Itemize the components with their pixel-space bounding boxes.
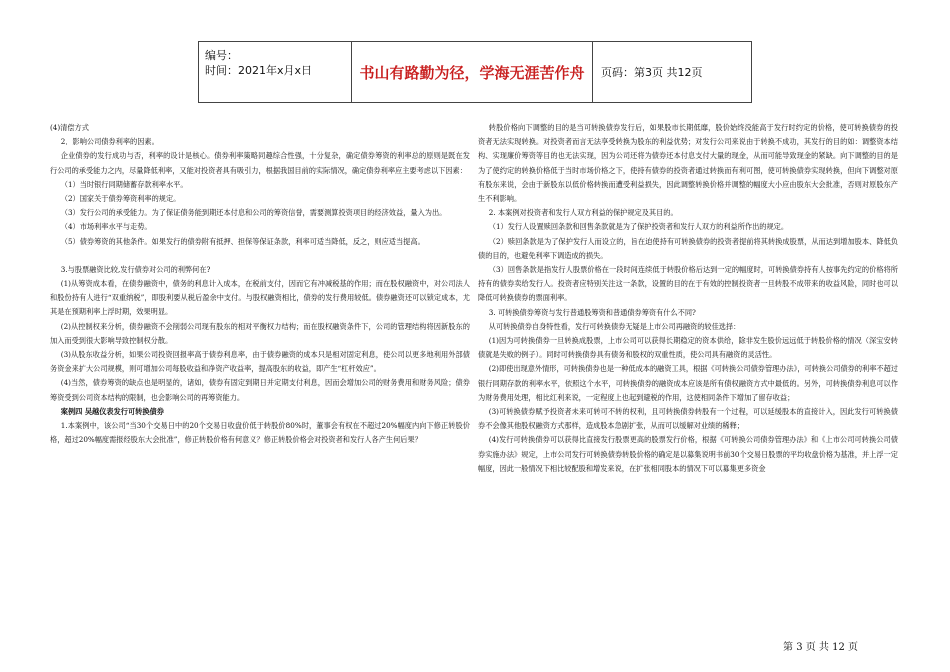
paragraph: （5）债券筹资的其他条件。如果发行的债券附有抵押、担保等保证条款，利率可适当降低，反之，则应适当提高。 bbox=[60, 236, 425, 246]
paragraph: （2）国家关于债券筹资利率的规定。 bbox=[60, 194, 181, 204]
header-page-info: 页码：第3页 共12页 bbox=[601, 66, 703, 79]
paragraph: (1)从筹资成本看，在债券融资中，债务的利息计入成本，在税前支付，因而它有冲减税基的作用；而在股权融资中，对公司法人和股份持有人进行“双重纳税”，即股利要从税后盈余中支付。与股权融资相比，债券的发行费用较低。债券融资还可以锁定成本，尤其是在预期利率上浮时期，效果明显。 bbox=[50, 279, 470, 317]
paragraph: （1）发行人设置赎回条款和回售条款就是为了保护投资者和发行人双方的利益所作出的规定。 bbox=[488, 222, 789, 232]
paragraph: (4)发行可转换债券可以获得比直接发行股票更高的股票发行价格，根据《可转换公司债券管理办法》和《上市公司可转换公司债券实施办法》规定，上市公司发行可转换债券转股价格的确定是以募集说明书前30个交易日股票的平均收盘价格为基准，并上浮一定幅度，因此一般情况下相比较配股和增发来说，在扩张相同股本的情况下可以募集更多资金 bbox=[478, 435, 898, 473]
paragraph: （3）发行公司的承受能力。为了保证债务能到期还本付息和公司的筹资信誉，需要测算投资项目的经济效益，量入为出。 bbox=[60, 208, 447, 218]
paragraph: (2)即使出现意外情形，可转换债券也是一种低成本的融资工具，根据《可转换公司债券管理办法》，可转换公司债券的利率不超过银行同期存款的利率水平，依照这个水平，可转换债券的融资成本应该是所有债权融资方式中最低的。另外，可转换债券利息可以作为财务费用处理，相比红利来说，一定程度上也起到避税的作用，这使相同条件下增加了留存收益； bbox=[478, 364, 898, 402]
case-heading: 案例四 吴越仪表发行可转换债券 bbox=[60, 406, 164, 416]
left-column bbox=[50, 121, 470, 447]
paragraph: 企业债券的发行成功与否，利率的设计是核心。债券利率策略同趣综合性强，十分复杂，确定债券筹资的利率总的原则是既在发行公司的承受能力之内，尽量降低利率，又能对投资者具有吸引力，根据我国目前的实际情况，确定债券利率应主要考虑以下因素： bbox=[50, 151, 470, 175]
number-label: 编号： bbox=[205, 49, 238, 62]
page-footer: 第 3 页 共 12 页 bbox=[783, 642, 858, 653]
paragraph: 从可转换债券自身特性看，发行可转换债券无疑是上市公司再融资的较佳选择： bbox=[488, 321, 741, 331]
header-motto: 书山有路勤为径，学海无涯苦作舟 bbox=[352, 42, 593, 102]
page-header bbox=[198, 41, 752, 103]
paragraph: 1.本案例中，该公司“当30个交易日中的20个交易日收盘价低于转股价80%时，董事会有权在不超过20%幅度内向下修正转股价格，超过20%幅度需报经股东大会批准”，修正转股价格有何意义？修正转股价格会对投资者和发行人各产生何后果？ bbox=[50, 421, 470, 445]
paragraph: （3）回售条款是指发行人股票价格在一段时间连续低于转股价格后达到一定的幅度时，可转换债券持有人按事先约定的价格将所持有的债券卖给发行人。投资者应特别关注这一条款，设置的目的在于有效的控制投资者一旦转股不成带来的收益风险，同时也可以降低可转换债券的票面利率。 bbox=[478, 265, 898, 303]
paragraph: (2)从控制权来分析，债券融资不会削弱公司现有股东的相对平衡权力结构；而在股权融资条件下，公司的管理结构将因新股东的加入而受到很大影响导致控制权分散。 bbox=[50, 321, 470, 345]
paragraph: (4)清偿方式 bbox=[50, 123, 89, 132]
paragraph: （2）赎回条款是为了保护发行人而设立的，旨在迫使持有可转换债券的投资者提前将其转换成股票，从而达到增加股本、降低负债的目的，也避免利率下调造成的损失。 bbox=[478, 236, 898, 260]
paragraph: (4)当然，债券筹资的缺点也是明显的，诸如，债券有固定到期日并定期支付利息，因而会增加公司的财务费用和财务风险；债券筹资受到公司资本结构的限制，也会影响公司的再筹资能力。 bbox=[50, 378, 470, 402]
paragraph: （4）市场利率水平与走势。 bbox=[60, 222, 152, 232]
right-column bbox=[478, 121, 898, 476]
time-label: 时间：2021年x月x日 bbox=[205, 64, 313, 77]
paragraph: （1）当时银行同期储蓄存款利率水平。 bbox=[60, 179, 188, 189]
paragraph: 转股价格向下调整的目的是当可转换债券发行后，如果股市长期低靡，股价始终没能高于发行时约定的价格，使可转换债券的投资者无法实现转换。对投资者而言无法享受转换为股东的利益优势；对发行公司来说由于转换不成功，其发行的目的如：调整资本结构、实现廉价筹资等目的也无法实现，因为公司还将为债券还本付息支付大量的现金，从而可能导致现金的紧缺。向下调整的目的是为了使约定的转换价格低于当时市场价格之下，使持有债券的投资者通过转换而有利可图，使可转换债券实现转换，但向下调整对原有股东来说，会由于新股东以低价格转换而遭受利益损失，因此调整转换价格并调整的幅度大小应由股东大会批准，否则对原股东产生不利影响。 bbox=[478, 123, 898, 204]
paragraph: (3)从股东收益分析，如果公司投资回报率高于债券利息率，由于债券融资的成本只是相对固定利息，使公司以更多地利用外部债务资金来扩大公司规模，则可增加公司每股收益和净资产收益率，提高股东的收益，即产生“杠杆效应”。 bbox=[50, 350, 470, 374]
paragraph: 2．影响公司债券利率的因素。 bbox=[60, 137, 159, 147]
paragraph: (3)可转换债券赋予投资者未来可转可不转的权利，且可转换债券转股有一个过程，可以延缓股本的直接计入，因此发行可转换债券不会像其他股权融资方式那样，造成股本急剧扩张，从而可以缓解对业绩的稀释； bbox=[478, 407, 898, 431]
section-heading: 3.与股票融资比较,发行债券对公司的利弊何在? bbox=[60, 264, 211, 274]
paragraph: 3. 可转换债券筹资与发行普通股筹资和普通债券筹资有什么不同? bbox=[488, 307, 696, 317]
paragraph: 2. 本案例对投资者和发行人双方利益的保护规定及其目的。 bbox=[488, 208, 678, 218]
paragraph: (1)因为可转换债券一旦转换成股票，上市公司可以获得长期稳定的资本供给，除非发生股价远远低于转股价格的情况（深宝安转债就是失败的例子）。同时可转换债券具有债务和股权的双重性质，使公司具有融资的灵活性。 bbox=[478, 336, 898, 360]
header-meta bbox=[199, 42, 352, 102]
